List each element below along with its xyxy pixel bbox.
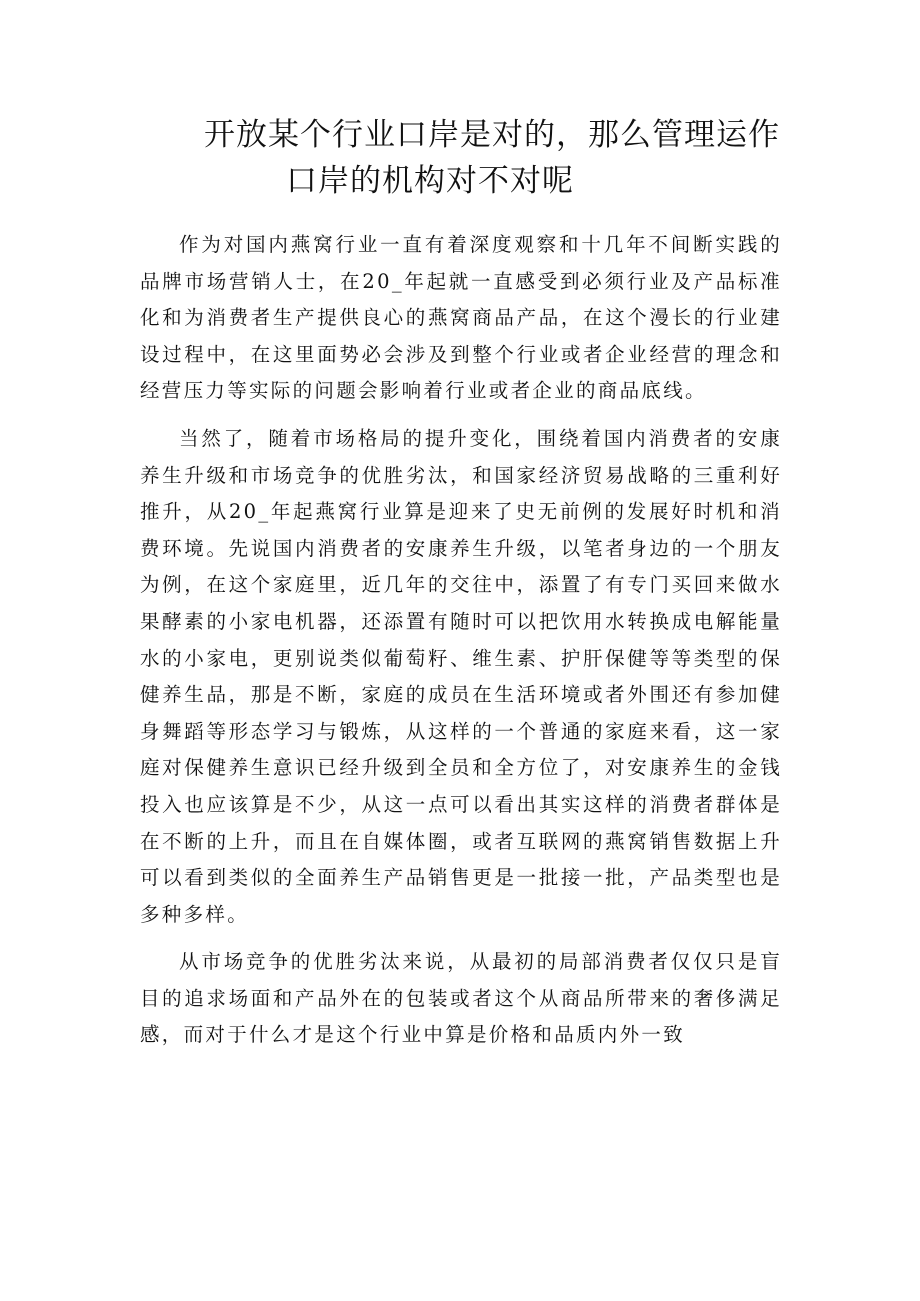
document-body: [140, 227, 782, 1065]
paragraph-1: 作为对国内燕窝行业一直有着深度观察和十几年不间断实践的品牌市场营销人士，在20_年起就一直感受到必须行业及产品标准化和为消费者生产提供良心的燕窝商品产品，在这个漫长的行业建设过程中，在这里面势必会涉及到整个行业或者企业经营的理念和经营压力等实际的问题会影响着行业或者企业的商品底线。: [140, 233, 782, 403]
title-line-1: 开放某个行业口岸是对的，那么管理运作: [204, 117, 780, 153]
title-line-2: 口岸的机构对不对呢: [286, 163, 574, 199]
paragraph-3: 从市场竞争的优胜劣汰来说，从最初的局部消费者仅仅只是盲目的追求场面和产品外在的包装或者这个从商品所带来的奢侈满足感，而对于什么才是这个行业中算是价格和品质内外一致: [140, 950, 782, 1047]
document-title: [140, 112, 800, 204]
paragraph-2: 当然了，随着市场格局的提升变化，围绕着国内消费者的安康养生升级和市场竞争的优胜劣汰，和国家经济贸易战略的三重利好推升，从20_年起燕窝行业算是迎来了史无前例的发展好时机和消费环境。先说国内消费者的安康养生升级，以笔者身边的一个朋友为例，在这个家庭里，近几年的交往中，添置了有专门买回来做水果酵素的小家电机器，还添置有随时可以把饮用水转换成电解能量水的小家电，更别说类似葡萄籽、维生素、护肝保健等等类型的保健养生品，那是不断，家庭的成员在生活环境或者外围还有参加健身舞蹈等形态学习与锻炼，从这样的一个普通的家庭来看，这一家庭对保健养生意识已经升级到全员和全方位了，对安康养生的金钱投入也应该算是不少，从这一点可以看出其实这样的消费者群体是在不断的上升，而且在自媒体圈，或者互联网的燕窝销售数据上升可以看到类似的全面养生产品销售更是一批接一批，产品类型也是多种多样。: [140, 426, 782, 926]
